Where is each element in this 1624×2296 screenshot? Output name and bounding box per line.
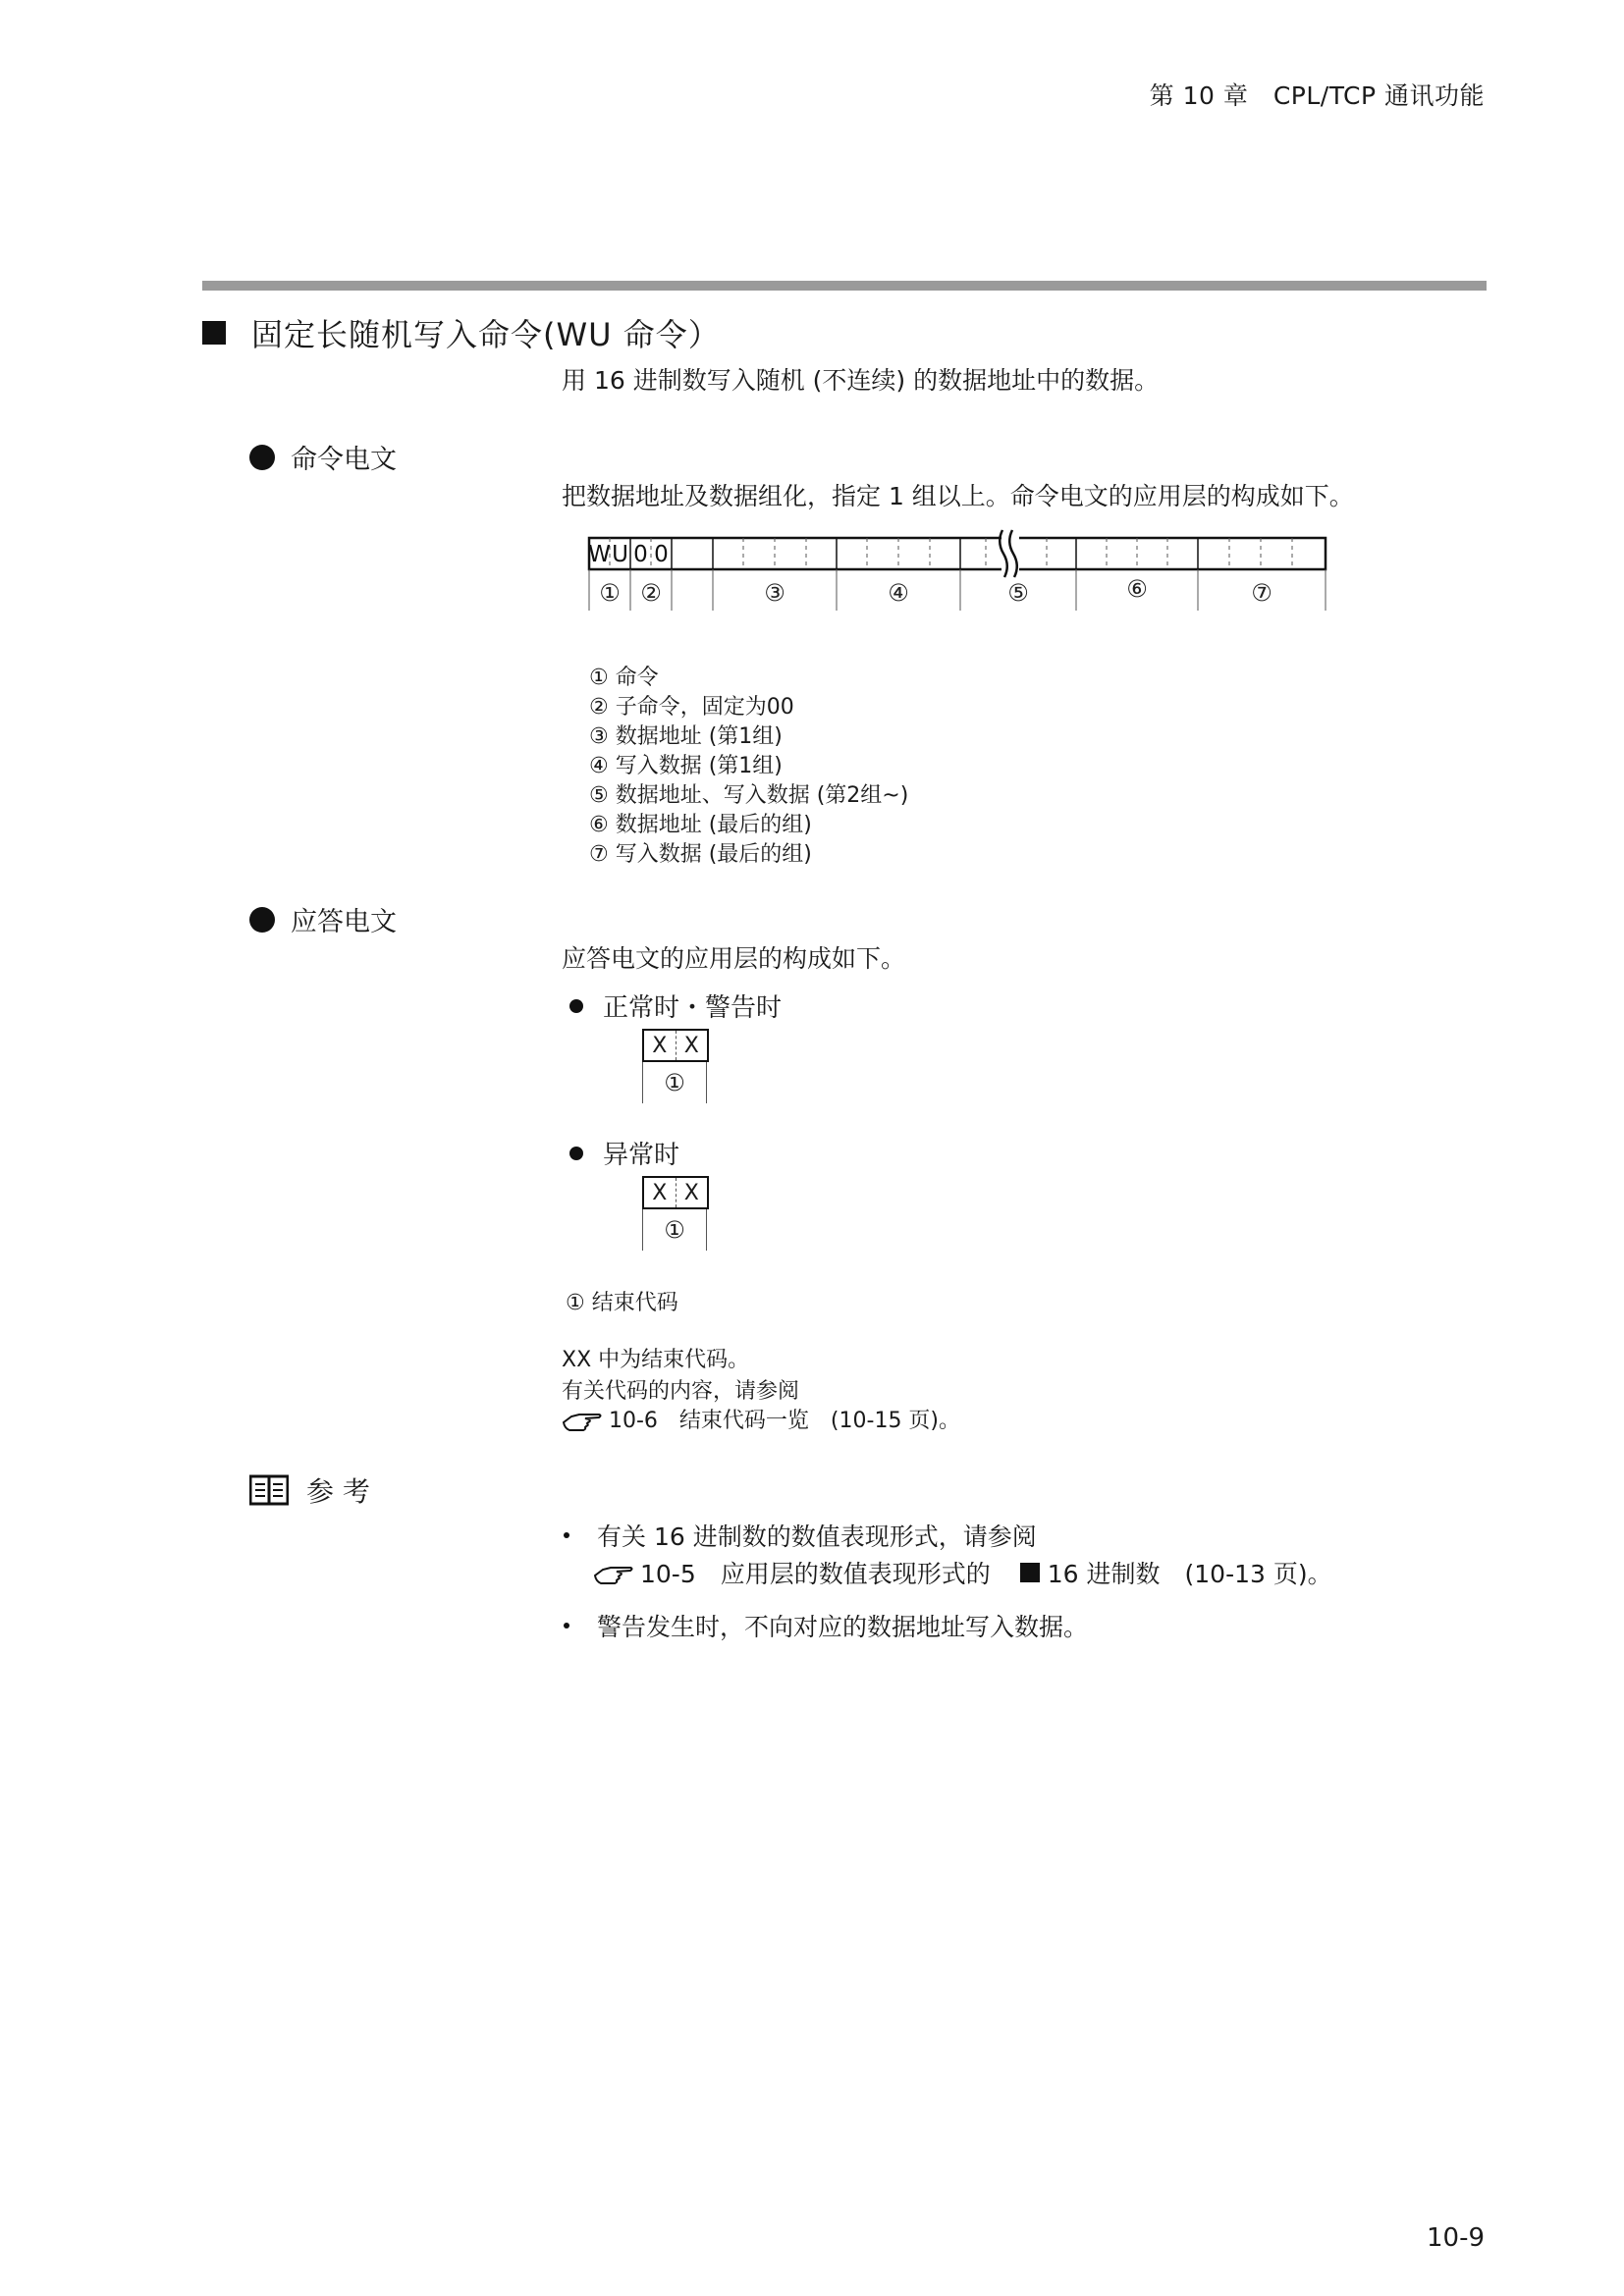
command-frame-diagram [579, 528, 1335, 626]
response-note-2: 有关代码的内容，请参阅 [562, 1379, 800, 1404]
bullet-dot-icon [249, 907, 275, 933]
command-heading-text: 命令电文 [291, 445, 397, 475]
frame-char: 0 [654, 542, 669, 567]
section-title-text: 固定长随机写入命令(WU 命令） [251, 316, 721, 353]
legend-item: ⑦ 写入数据 (最后的组) [589, 842, 812, 867]
normal-field-label: ① [642, 1062, 707, 1103]
small-bullet-icon [564, 1623, 569, 1629]
response-legend: ① 结束代码 [566, 1291, 678, 1315]
response-reference-text: 10-6 结束代码一览 (10-15 页)。 [609, 1409, 961, 1433]
top-rule [202, 281, 1487, 291]
small-dot-icon [569, 1147, 583, 1160]
reference-bullet-1 [564, 1518, 1037, 1553]
field-label: ① [599, 579, 621, 607]
small-dot-icon [569, 999, 583, 1013]
field-label: ② [640, 579, 662, 607]
reference-bullet-2-text: 警告发生时，不向对应的数据地址写入数据。 [597, 1613, 1089, 1641]
field-label: ④ [888, 579, 909, 607]
command-heading [249, 438, 397, 476]
legend-item: ① 命令 [589, 666, 659, 690]
abnormal-frame [642, 1176, 709, 1251]
frame-char: W [588, 542, 611, 567]
pointing-hand-icon [562, 1407, 603, 1432]
page-number: 10-9 [1426, 2223, 1485, 2253]
response-description: 应答电文的应用层的构成如下。 [562, 944, 906, 973]
field-label: ⑦ [1251, 579, 1272, 607]
normal-case-label: 正常时・警告时 [603, 993, 783, 1023]
section-title [202, 310, 721, 355]
legend-item: ⑤ 数据地址、写入数据 (第2组~) [589, 783, 909, 808]
response-note-1: XX 中为结束代码。 [562, 1348, 750, 1372]
response-heading [249, 900, 397, 938]
normal-case-heading [569, 988, 782, 1024]
command-legend [589, 664, 908, 870]
normal-frame [642, 1029, 709, 1103]
frame-char: X [676, 1178, 708, 1207]
legend-item: ③ 数据地址 (第1组) [589, 724, 783, 749]
abnormal-case-label: 异常时 [603, 1141, 680, 1170]
legend-item: ② 子命令，固定为00 [589, 695, 794, 720]
reference-heading-text: 参 考 [306, 1475, 370, 1508]
field-label: ⑥ [1126, 575, 1148, 603]
small-bullet-icon [564, 1532, 569, 1538]
response-heading-text: 应答电文 [291, 907, 397, 937]
pointing-hand-icon [593, 1560, 634, 1585]
abnormal-frame-box [642, 1176, 709, 1209]
frame-char: X [652, 1033, 668, 1058]
black-square-icon [202, 321, 226, 345]
book-icon [249, 1473, 289, 1507]
legend-item: ④ 写入数据 (第1组) [589, 754, 783, 778]
frame-char: U [612, 542, 628, 567]
reference-link-1-text-b: 16 进制数 (10-13 页)。 [1047, 1560, 1332, 1588]
frame-char: 0 [633, 542, 648, 567]
command-description: 把数据地址及数据组化，指定 1 组以上。命令电文的应用层的构成如下。 [562, 482, 1354, 510]
bullet-dot-icon [249, 445, 275, 470]
frame-char: X [676, 1031, 708, 1060]
chapter-header: 第 10 章 CPL/TCP 通讯功能 [1149, 81, 1485, 110]
reference-heading [249, 1470, 370, 1510]
black-square-icon [1020, 1563, 1040, 1582]
reference-bullet-1-text: 有关 16 进制数的数值表现形式，请参阅 [597, 1522, 1037, 1551]
section-intro: 用 16 进制数写入随机 (不连续) 的数据地址中的数据。 [562, 366, 1160, 395]
reference-link-1-text-a: 10-5 应用层的数值表现形式的 [640, 1560, 991, 1588]
field-label: ③ [764, 579, 785, 607]
abnormal-case-heading [569, 1135, 679, 1171]
reference-bullet-2 [564, 1608, 1088, 1643]
field-label: ⑤ [1007, 579, 1029, 607]
frame-char: X [652, 1180, 668, 1205]
reference-link-1 [593, 1555, 1332, 1590]
normal-frame-box [642, 1029, 709, 1062]
legend-item: ⑥ 数据地址 (最后的组) [589, 813, 812, 837]
abnormal-field-label: ① [642, 1209, 707, 1251]
response-reference [562, 1404, 960, 1434]
